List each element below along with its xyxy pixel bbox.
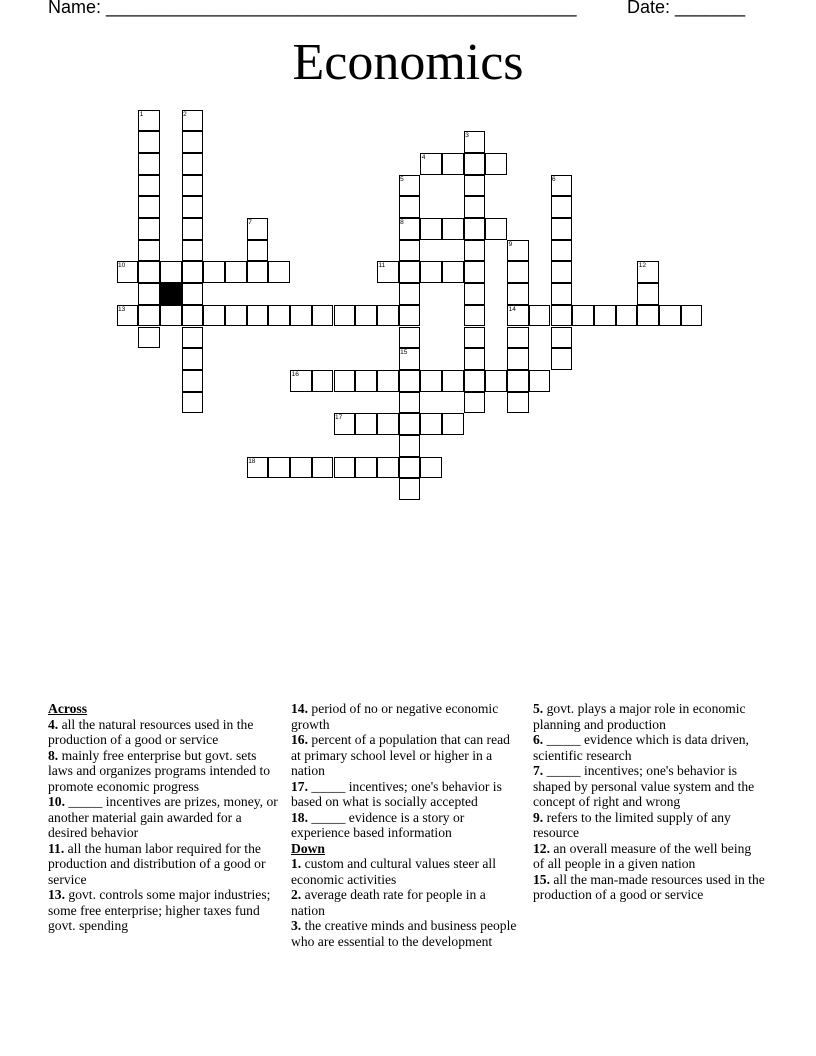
grid-cell[interactable] — [399, 196, 421, 218]
clue-text: average death rate for people in a nation — [291, 887, 486, 918]
grid-cell[interactable] — [464, 196, 486, 218]
clue-number-label: 13. — [48, 887, 65, 902]
clue-number-label: 15. — [533, 871, 550, 887]
grid-cell[interactable] — [442, 218, 464, 240]
grid-cell[interactable] — [399, 327, 421, 349]
grid-cell[interactable] — [312, 305, 334, 327]
clue-text: _____ evidence which is data driven, scientific research — [533, 732, 749, 763]
clue-number: 14 — [508, 305, 516, 313]
clue-number-label: 5. — [533, 701, 544, 716]
grid-cell[interactable] — [334, 370, 356, 392]
grid-cell[interactable] — [485, 153, 507, 175]
grid-cell[interactable] — [182, 305, 204, 327]
clue-number-label: 1. — [291, 856, 302, 871]
clue — [48, 717, 280, 748]
clue — [291, 701, 523, 732]
grid-cell[interactable] — [399, 457, 421, 479]
clue-text: an overall measure of the well being of all people in a given nation — [533, 840, 752, 871]
grid-cell[interactable] — [138, 327, 160, 349]
grid-cell[interactable] — [377, 413, 399, 435]
grid-cell[interactable] — [399, 261, 421, 283]
clue — [291, 918, 523, 949]
grid-cell[interactable] — [182, 392, 204, 414]
clue-number: 4 — [421, 153, 426, 161]
clue-number-label: 10. — [48, 794, 65, 809]
grid-cell[interactable] — [225, 261, 247, 283]
grid-cell[interactable] — [182, 218, 204, 240]
grid-cell[interactable] — [659, 305, 681, 327]
clue-text: all the man-made resources used in the production of a good or service — [533, 871, 765, 902]
grid-cell[interactable] — [268, 457, 290, 479]
grid-cell[interactable] — [290, 457, 312, 479]
grid-cell[interactable] — [507, 261, 529, 283]
grid-cell[interactable] — [442, 153, 464, 175]
clue-text: all the natural resources used in the production of a good or service — [48, 716, 254, 747]
clues-heading: Across — [48, 701, 88, 716]
clue-text: percent of a population that can read at primary school level or higher in a nation — [291, 732, 510, 778]
grid-cell[interactable] — [399, 392, 421, 414]
grid-cell[interactable] — [551, 283, 573, 305]
grid-cell[interactable] — [138, 153, 160, 175]
clue-number: 3 — [465, 132, 469, 140]
grid-cell[interactable] — [551, 261, 573, 283]
grid-cell[interactable] — [442, 413, 464, 435]
grid-cell[interactable] — [399, 370, 421, 392]
grid-cell[interactable] — [399, 283, 421, 305]
clue-number-label: 16. — [291, 732, 308, 747]
clue-text: _____ incentives; one's behavior is shaped by personal value system and the concept of right and wrong — [533, 763, 755, 809]
grid-cell[interactable] — [551, 348, 573, 370]
grid-cell[interactable] — [529, 370, 551, 392]
clue-number: 6 — [552, 175, 556, 183]
grid-cell[interactable] — [464, 153, 486, 175]
grid-cell[interactable] — [182, 370, 204, 392]
clue-number: 10 — [118, 262, 126, 270]
grid-cell[interactable] — [312, 457, 334, 479]
grid-cell[interactable] — [485, 218, 507, 240]
black-cell — [160, 283, 182, 305]
grid-cell[interactable] — [616, 305, 638, 327]
clue — [533, 701, 765, 732]
grid-cell[interactable] — [182, 348, 204, 370]
date-line: Date: _______ — [627, 0, 746, 17]
grid-cell[interactable] — [399, 305, 421, 327]
clue — [48, 841, 280, 888]
clue-number: 8 — [400, 219, 404, 226]
clue-number: 7 — [248, 219, 252, 226]
grid-cell[interactable] — [247, 305, 269, 327]
grid-cell[interactable] — [420, 457, 442, 479]
clue-number-label: 7. — [533, 763, 544, 778]
clue — [291, 779, 523, 810]
grid-cell[interactable] — [312, 370, 334, 392]
grid-cell[interactable] — [138, 196, 160, 218]
clue-text: refers to the limited supply of any resource — [533, 809, 731, 840]
clue-number-label: 14. — [291, 701, 308, 716]
grid-cell[interactable] — [355, 305, 377, 327]
grid-cell[interactable] — [268, 261, 290, 283]
grid-cell[interactable] — [464, 283, 486, 305]
clue — [291, 732, 523, 779]
clues-column-3 — [533, 701, 765, 903]
clue — [291, 810, 523, 841]
grid-cell[interactable] — [355, 457, 377, 479]
clue — [48, 887, 280, 934]
clue-number: 13 — [118, 305, 126, 313]
clues-column-1 — [48, 701, 280, 934]
grid-cell[interactable] — [464, 261, 486, 283]
clue-number-label: 9. — [533, 809, 544, 825]
grid-cell[interactable] — [464, 175, 486, 197]
clue-number-label: 17. — [291, 778, 308, 794]
grid-cell[interactable] — [138, 240, 160, 262]
grid-cell[interactable] — [442, 261, 464, 283]
clue-number-label: 2. — [291, 887, 302, 902]
grid-cell[interactable] — [160, 305, 182, 327]
grid-cell[interactable] — [334, 305, 356, 327]
clue-text: the creative minds and business people who are essential to the development — [291, 918, 517, 949]
grid-cell[interactable] — [507, 392, 529, 414]
clue — [48, 748, 280, 795]
grid-cell[interactable] — [203, 261, 225, 283]
grid-cell[interactable] — [138, 305, 160, 327]
name-line: Name: _______________________________________________ — [48, 0, 577, 17]
grid-cell[interactable] — [572, 305, 594, 327]
clue-text: _____ evidence is a story or experience based information — [291, 809, 465, 840]
grid-cell[interactable] — [182, 153, 204, 175]
clue-number-label: 11. — [48, 840, 65, 856]
clues-column-2 — [291, 701, 523, 949]
clue-number-label: 18. — [291, 809, 308, 825]
grid-cell[interactable] — [138, 131, 160, 153]
clue-number-label: 6. — [533, 732, 544, 747]
grid-cell[interactable] — [247, 261, 269, 283]
grid-cell[interactable] — [182, 131, 204, 153]
grid-cell[interactable] — [160, 261, 182, 283]
grid-cell[interactable] — [442, 370, 464, 392]
page-title: Economics — [292, 34, 524, 91]
clue-text: mainly free enterprise but govt. sets laws and organizes programs intended to promote economic progress — [48, 747, 271, 794]
clue-text: _____ incentives; one's behavior is based on what is socially accepted — [291, 778, 502, 809]
grid-cell[interactable] — [138, 283, 160, 305]
clue-number: 5 — [400, 175, 404, 183]
grid-cell[interactable] — [399, 478, 421, 500]
clue-text: all the human labor required for the production and distribution of a good or service — [48, 840, 266, 887]
grid-cell[interactable] — [464, 218, 486, 240]
clue-text: custom and cultural values steer all economic activities — [291, 856, 496, 887]
grid-cell[interactable] — [138, 261, 160, 283]
grid-cell[interactable] — [225, 305, 247, 327]
grid-cell[interactable] — [551, 240, 573, 262]
clues-heading: Down — [291, 840, 325, 856]
grid-cell[interactable] — [551, 196, 573, 218]
grid-cell[interactable] — [399, 240, 421, 262]
clue — [533, 841, 765, 872]
grid-cell[interactable] — [247, 240, 269, 262]
grid-cell[interactable] — [334, 457, 356, 479]
clue-number: 9 — [508, 240, 513, 248]
grid-cell[interactable] — [464, 348, 486, 370]
grid-cell[interactable] — [681, 305, 703, 327]
clue-text: period of no or negative economic growth — [291, 701, 499, 732]
clue — [533, 763, 765, 810]
grid-cell[interactable] — [182, 283, 204, 305]
grid-cell[interactable] — [507, 283, 529, 305]
grid-cell[interactable] — [355, 413, 377, 435]
grid-cell[interactable] — [355, 370, 377, 392]
grid-cell[interactable] — [182, 240, 204, 262]
clue-number: 17 — [335, 414, 343, 422]
clue — [533, 732, 765, 763]
clue-number-label: 12. — [533, 840, 550, 856]
grid-cell[interactable] — [551, 218, 573, 240]
grid-cell[interactable] — [464, 392, 486, 414]
grid-cell[interactable] — [182, 196, 204, 218]
clue-number: 12 — [638, 262, 647, 270]
clue-number-label: 8. — [48, 747, 59, 763]
grid-cell[interactable] — [182, 327, 204, 349]
clue-number: 15 — [400, 349, 408, 357]
clue-number: 11 — [378, 262, 386, 270]
grid-cell[interactable] — [420, 413, 442, 435]
grid-cell[interactable] — [377, 305, 399, 327]
grid-cell[interactable] — [637, 305, 659, 327]
grid-cell[interactable] — [138, 218, 160, 240]
clue-number: 2 — [183, 110, 187, 118]
clue — [533, 810, 765, 841]
clue-number: 16 — [291, 370, 299, 378]
grid-cell[interactable] — [182, 175, 204, 197]
grid-cell[interactable] — [377, 370, 399, 392]
grid-cell[interactable] — [507, 370, 529, 392]
clue — [533, 872, 765, 903]
grid-cell[interactable] — [377, 457, 399, 479]
clue-number-label: 4. — [48, 716, 59, 732]
grid-cell[interactable] — [420, 218, 442, 240]
grid-cell[interactable] — [551, 305, 573, 327]
clue-number: 1 — [139, 110, 144, 118]
clue-number: 18 — [248, 457, 256, 465]
grid-cell[interactable] — [203, 305, 225, 327]
grid-cell[interactable] — [182, 261, 204, 283]
clue-text: _____ incentives are prizes, money, or another material gain awarded for a desired behavior — [48, 794, 278, 840]
crossword-grid — [0, 0, 816, 520]
clue — [48, 794, 280, 841]
grid-cell[interactable] — [268, 305, 290, 327]
grid-cell[interactable] — [420, 370, 442, 392]
grid-cell[interactable] — [551, 327, 573, 349]
clue — [291, 887, 523, 918]
grid-cell[interactable] — [507, 327, 529, 349]
grid-cell[interactable] — [464, 240, 486, 262]
grid-cell[interactable] — [138, 175, 160, 197]
grid-cell[interactable] — [594, 305, 616, 327]
grid-cell[interactable] — [464, 327, 486, 349]
grid-cell[interactable] — [290, 305, 312, 327]
grid-cell[interactable] — [420, 261, 442, 283]
clue-number-label: 3. — [291, 918, 302, 933]
grid-cell[interactable] — [399, 413, 421, 435]
grid-cell[interactable] — [464, 370, 486, 392]
grid-cell[interactable] — [485, 370, 507, 392]
clue — [291, 856, 523, 887]
clue-text: govt. controls some major industries; some free enterprise; higher taxes fund govt. spending — [48, 887, 271, 933]
grid-cell[interactable] — [529, 305, 551, 327]
grid-cell[interactable] — [464, 305, 486, 327]
grid-cell[interactable] — [637, 283, 659, 305]
grid-cell[interactable] — [507, 348, 529, 370]
clue-text: govt. plays a major role in economic planning and production — [533, 701, 746, 732]
grid-cell[interactable] — [399, 435, 421, 457]
